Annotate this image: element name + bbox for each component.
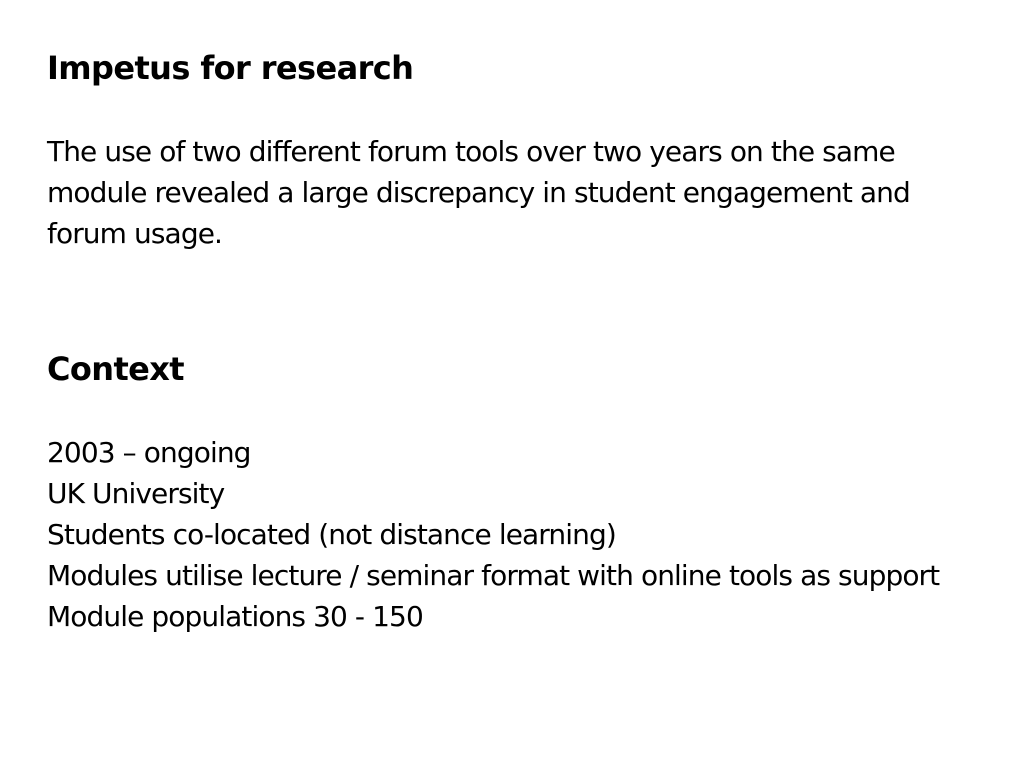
context-line-format: Modules utilise lecture / seminar format with online tools as support <box>47 559 940 592</box>
context-heading: Context <box>47 350 184 388</box>
context-line-period: 2003 – ongoing <box>47 436 251 469</box>
context-line-students: Students co-located (not distance learning) <box>47 518 616 551</box>
context-line-populations: Module populations 30 - 150 <box>47 600 423 633</box>
context-list <box>47 432 987 637</box>
slide-content <box>47 44 987 637</box>
context-line-institution: UK University <box>47 477 225 510</box>
impetus-body: The use of two different forum tools over two years on the same module revealed a large discrepancy in student engagement and forum usage. <box>47 135 910 250</box>
impetus-heading: Impetus for research <box>47 49 414 87</box>
